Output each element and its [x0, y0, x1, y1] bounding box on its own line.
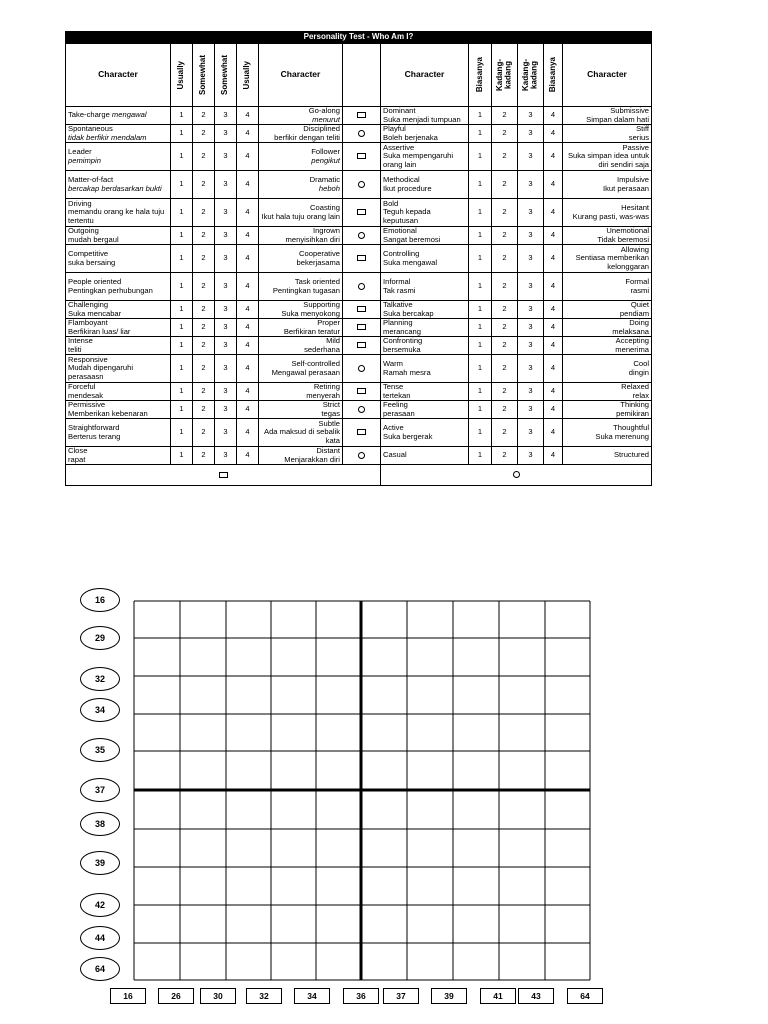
- rating-value: 3: [528, 253, 533, 263]
- rating-value: 1: [179, 230, 184, 240]
- right-left-term: Assertive: [383, 143, 415, 153]
- rating-value: 2: [201, 151, 206, 161]
- right-term: Formal: [625, 277, 650, 287]
- mid-term-translation: sederhana: [304, 344, 340, 354]
- left-term-translation: mendesak: [68, 390, 104, 400]
- rating-value: 1: [179, 363, 184, 373]
- right-left-term: Emotional: [383, 226, 417, 236]
- mid-term: Supporting: [303, 300, 340, 310]
- rating-value: 3: [223, 340, 228, 350]
- right-left-term-translation: Ramah mesra: [383, 367, 431, 377]
- right-term: Cool: [633, 359, 650, 369]
- rating-value: 4: [245, 386, 250, 396]
- rating-value: 1: [179, 128, 184, 138]
- right-left-term-translation: merancang: [383, 326, 421, 336]
- rating-value: 4: [550, 450, 556, 460]
- right-term-translation: dingin: [628, 367, 650, 377]
- right-term: Impulsive: [616, 175, 650, 185]
- header-biasanya-1: Biasanya: [474, 57, 484, 93]
- left-term-translation: pemimpin: [68, 155, 101, 165]
- header-somewhat-1: Somewhat: [198, 54, 208, 95]
- right-term: Stiff: [636, 124, 650, 134]
- rating-value: 4: [245, 404, 250, 414]
- right-term-translation: Suka simpan idea untuk diri sendiri saja: [567, 151, 650, 169]
- header-kadang-2: Kadang- kadang: [521, 59, 539, 91]
- rating-value: 4: [550, 128, 556, 138]
- mid-term: Cooperative: [299, 249, 340, 259]
- rating-value: 4: [550, 110, 556, 120]
- left-term-translation: Pentingkan perhubungan: [68, 285, 153, 295]
- mid-term-translation: Suka menyokong: [281, 308, 340, 318]
- rating-value: 2: [201, 281, 206, 291]
- rating-value: 4: [245, 128, 250, 138]
- right-term-translation: menerima: [615, 344, 650, 354]
- left-term: Intense: [68, 336, 93, 346]
- right-term: Allowing: [620, 245, 650, 255]
- left-term: Challenging: [68, 300, 109, 310]
- rating-value: 1: [477, 110, 483, 120]
- right-left-term-translation: Suka mengawal: [383, 257, 438, 267]
- right-left-term-translation: Sangat beremosi: [383, 234, 441, 244]
- mid-term-translation: bekerjasama: [296, 257, 340, 267]
- rating-value: 2: [502, 207, 507, 217]
- mid-term-translation: Pentingkan tugasan: [272, 285, 340, 295]
- left-term-translation: Suka mencabar: [68, 308, 122, 318]
- right-left-term: Casual: [383, 450, 407, 460]
- rating-value: 2: [502, 404, 507, 414]
- rating-value: 4: [245, 230, 250, 240]
- mid-term-translation: menyisihkan diri: [285, 234, 340, 244]
- rating-value: 3: [223, 450, 228, 460]
- rating-value: 4: [550, 207, 556, 217]
- rating-value: 4: [245, 450, 250, 460]
- left-term-translation: Berterus terang: [68, 431, 121, 441]
- x-axis-label: 37: [383, 988, 419, 1004]
- rating-value: 1: [179, 404, 184, 414]
- rating-value: 4: [550, 322, 556, 332]
- rating-value: 3: [528, 151, 533, 161]
- rating-value: 4: [245, 253, 250, 263]
- header-usually-1: Usually: [176, 60, 186, 90]
- left-term-translation: rapat: [68, 454, 86, 464]
- y-axis-label: 42: [80, 893, 120, 917]
- left-term: Matter-of-fact: [68, 175, 114, 185]
- rating-value: 3: [528, 110, 533, 120]
- rating-value: 4: [550, 151, 556, 161]
- mid-term: Distant: [316, 446, 340, 456]
- x-axis-label: 64: [567, 988, 603, 1004]
- left-term-translation: memandu orang ke hala tuju tertentu: [68, 207, 165, 225]
- rating-value: 2: [502, 386, 507, 396]
- header-somewhat-2: Somewhat: [220, 54, 230, 95]
- left-term: Responsive: [68, 355, 108, 365]
- rating-value: 2: [201, 230, 206, 240]
- right-left-term: Talkative: [383, 300, 413, 310]
- rating-value: 4: [245, 427, 250, 437]
- y-axis-label: 35: [80, 738, 120, 762]
- rating-value: 3: [528, 128, 533, 138]
- rating-value: 1: [477, 179, 483, 189]
- rating-value: 1: [477, 363, 483, 373]
- mid-term: Disciplined: [303, 124, 340, 134]
- left-term: Forceful: [68, 382, 96, 392]
- rating-value: 2: [502, 179, 507, 189]
- right-left-term: Bold: [383, 199, 399, 209]
- right-term: Unemotional: [606, 226, 650, 236]
- x-axis-label: 43: [518, 988, 554, 1004]
- rating-value: 3: [528, 281, 533, 291]
- right-left-term: Confronting: [383, 336, 423, 346]
- rating-value: 3: [223, 404, 228, 414]
- x-axis-label: 32: [246, 988, 282, 1004]
- mid-term: Strict: [322, 400, 340, 410]
- right-term: Relaxed: [621, 382, 650, 392]
- rating-value: 1: [179, 253, 184, 263]
- rating-value: 3: [223, 304, 228, 314]
- y-axis-label: 44: [80, 926, 120, 950]
- right-term: Thinking: [620, 400, 650, 410]
- rating-value: 2: [502, 230, 507, 240]
- rating-value: 3: [528, 207, 533, 217]
- rating-value: 1: [179, 207, 184, 217]
- rating-value: 4: [245, 322, 250, 332]
- right-left-term: Playful: [383, 124, 406, 134]
- rating-value: 4: [245, 110, 250, 120]
- header-kadang-1: Kadang- kadang: [495, 59, 513, 91]
- rating-value: 4: [245, 207, 250, 217]
- x-axis-label: 41: [480, 988, 516, 1004]
- x-axis-label: 36: [343, 988, 379, 1004]
- rating-value: 2: [502, 322, 507, 332]
- rating-value: 1: [477, 253, 483, 263]
- rating-value: 1: [477, 151, 483, 161]
- mid-term: Retiring: [313, 382, 340, 392]
- y-axis-label: 16: [80, 588, 120, 612]
- rating-value: 3: [528, 230, 533, 240]
- rating-value: 2: [201, 363, 206, 373]
- rating-value: 4: [550, 304, 556, 314]
- rating-value: 3: [223, 179, 228, 189]
- header-usually-2: Usually: [242, 60, 252, 90]
- right-left-term-translation: Suka bergerak: [383, 431, 433, 441]
- rating-value: 3: [223, 281, 228, 291]
- rating-value: 1: [179, 322, 184, 332]
- x-axis-label: 39: [431, 988, 467, 1004]
- rating-value: 4: [550, 179, 556, 189]
- rating-value: 1: [477, 230, 483, 240]
- mid-term: Dramatic: [309, 175, 340, 185]
- rating-value: 3: [528, 340, 533, 350]
- rating-value: 2: [502, 340, 507, 350]
- rating-value: 1: [179, 281, 184, 291]
- x-axis-label: 34: [294, 988, 330, 1004]
- right-term-translation: Simpan dalam hati: [586, 114, 650, 124]
- right-left-term: Controlling: [383, 249, 420, 259]
- rating-value: 4: [245, 363, 250, 373]
- rating-value: 2: [502, 427, 507, 437]
- rating-value: 1: [179, 427, 184, 437]
- right-left-term: Feeling: [383, 400, 408, 410]
- rating-value: 1: [477, 281, 483, 291]
- right-left-term: Tense: [383, 382, 404, 392]
- rating-value: 2: [201, 450, 206, 460]
- rating-value: 4: [550, 230, 556, 240]
- right-left-term: Methodical: [383, 175, 420, 185]
- rating-value: 4: [550, 386, 556, 396]
- header-character-left: Character: [66, 44, 171, 107]
- rating-value: 2: [502, 281, 507, 291]
- rating-value: 2: [502, 304, 507, 314]
- rating-value: 2: [502, 151, 507, 161]
- rating-value: 2: [201, 128, 206, 138]
- left-term: Straightforward: [68, 423, 120, 433]
- rating-value: 2: [201, 386, 206, 396]
- table-title: Personality Test - Who Am I?: [66, 32, 652, 44]
- mid-term: Go-along: [308, 106, 340, 116]
- y-axis-label: 64: [80, 957, 120, 981]
- right-term-translation: Tidak beremosi: [597, 234, 650, 244]
- rating-value: 1: [179, 110, 184, 120]
- mid-term: Follower: [311, 147, 340, 157]
- right-left-term-translation: Tak rasmi: [383, 285, 416, 295]
- rating-value: 4: [550, 427, 556, 437]
- left-term: Flamboyant: [68, 318, 108, 328]
- rating-value: 3: [223, 322, 228, 332]
- rating-value: 2: [201, 304, 206, 314]
- right-term: Structured: [613, 450, 650, 460]
- mid-term-translation: Ada maksud di sebalik kata: [264, 427, 340, 445]
- mid-term-translation: Ikut hala tuju orang lain: [261, 211, 340, 221]
- right-term: Doing: [629, 318, 650, 328]
- right-term: Hesitant: [621, 203, 650, 213]
- rating-value: 2: [201, 322, 206, 332]
- rating-value: 2: [201, 404, 206, 414]
- mid-term: Task oriented: [294, 277, 340, 287]
- rating-value: 1: [477, 427, 483, 437]
- rating-value: 3: [528, 322, 533, 332]
- right-term-translation: relax: [632, 390, 650, 400]
- rating-value: 1: [477, 207, 483, 217]
- left-term-translation: suka bersaing: [68, 257, 116, 267]
- rating-value: 4: [245, 304, 250, 314]
- mid-term: Mild: [326, 336, 340, 346]
- rating-value: 1: [179, 151, 184, 161]
- mid-term: Self-controlled: [291, 359, 340, 369]
- rating-value: 1: [477, 322, 483, 332]
- rating-value: 2: [201, 179, 206, 189]
- rating-value: 1: [179, 450, 184, 460]
- rating-value: 4: [550, 281, 556, 291]
- y-axis-label: 34: [80, 698, 120, 722]
- x-axis-label: 16: [110, 988, 146, 1004]
- right-left-term: Active: [383, 423, 404, 433]
- right-term-translation: Sentiasa memberikan kelonggaran: [575, 253, 650, 271]
- rating-value: 3: [223, 207, 228, 217]
- rating-value: 4: [245, 340, 250, 350]
- rating-value: 4: [550, 340, 556, 350]
- rating-value: 4: [245, 281, 250, 291]
- left-term-translation: Mudah dipengaruhi perasaasn: [68, 363, 134, 381]
- left-term-translation: mudah bergaul: [68, 234, 119, 244]
- left-term: Leader: [68, 147, 92, 157]
- mid-term-translation: pengikut: [311, 155, 340, 165]
- right-term-translation: Kurang pasti, was-was: [572, 211, 650, 221]
- right-left-term-translation: tertekan: [383, 390, 411, 400]
- right-left-term-translation: Suka menjadi tumpuan: [383, 114, 461, 124]
- header-character-mid: Character: [259, 44, 343, 107]
- rating-value: 1: [477, 340, 483, 350]
- right-term: Accepting: [615, 336, 650, 346]
- y-axis-label: 29: [80, 626, 120, 650]
- rating-value: 2: [201, 427, 206, 437]
- rating-value: 2: [201, 253, 206, 263]
- left-term: Competitive: [68, 249, 109, 259]
- right-term: Quiet: [630, 300, 650, 310]
- rating-value: 3: [223, 110, 228, 120]
- left-term-translation: bercakap berdasarkan bukti: [68, 183, 162, 193]
- rating-value: 4: [245, 151, 250, 161]
- left-term-translation: Berfikiran luas/ liar: [68, 326, 131, 336]
- right-term-translation: pemikiran: [616, 408, 650, 418]
- y-axis-label: 32: [80, 667, 120, 691]
- mid-term: Coasting: [310, 203, 340, 213]
- rating-value: 2: [201, 110, 206, 120]
- left-term: Driving: [68, 199, 92, 209]
- right-term-translation: pendiam: [619, 308, 650, 318]
- rating-value: 2: [502, 110, 507, 120]
- left-term: Outgoing: [68, 226, 99, 236]
- y-axis-label: 38: [80, 812, 120, 836]
- y-axis-label: 37: [80, 778, 120, 802]
- left-term: People oriented: [68, 277, 122, 287]
- right-left-term-translation: Suka bercakap: [383, 308, 434, 318]
- header-biasanya-2: Biasanya: [547, 57, 557, 93]
- right-term-translation: melaksana: [612, 326, 650, 336]
- rating-value: 1: [477, 450, 483, 460]
- rating-value: 4: [550, 253, 556, 263]
- mid-term-translation: menyerah: [306, 390, 340, 400]
- mid-term: Ingrown: [312, 226, 340, 236]
- rating-value: 4: [550, 363, 556, 373]
- left-term-translation: tidak berfikir mendalam: [68, 132, 147, 142]
- rating-value: 3: [528, 304, 533, 314]
- left-term-translation: teliti: [68, 344, 82, 354]
- rating-value: 1: [477, 404, 483, 414]
- mid-term-translation: Mengawal perasaan: [271, 367, 340, 377]
- right-left-term-translation: Suka mempengaruhi orang lain: [383, 151, 454, 169]
- right-left-term: Warm: [383, 359, 403, 369]
- rating-value: 3: [528, 404, 533, 414]
- rating-value: 2: [502, 253, 507, 263]
- rating-value: 2: [502, 128, 507, 138]
- right-left-term-translation: Ikut procedure: [383, 183, 432, 193]
- right-term-translation: serius: [628, 132, 650, 142]
- right-left-term-translation: bersemuka: [383, 344, 421, 354]
- mid-term-translation: berfikir dengan teliti: [274, 132, 340, 142]
- rating-value: 4: [245, 179, 250, 189]
- rating-value: 3: [223, 230, 228, 240]
- right-left-term-translation: Teguh kepada keputusan: [383, 207, 431, 225]
- right-left-term: Planning: [383, 318, 413, 328]
- left-term-translation: Memberikan kebenaran: [68, 408, 148, 418]
- rating-value: 1: [477, 386, 483, 396]
- x-axis-label: 26: [158, 988, 194, 1004]
- y-axis-label: 39: [80, 851, 120, 875]
- rating-value: 1: [179, 179, 184, 189]
- left-term: Spontaneous: [68, 124, 113, 134]
- rating-value: 1: [477, 128, 483, 138]
- mid-term: Subtle: [318, 419, 340, 429]
- mid-term-translation: tegas: [321, 408, 340, 418]
- rating-value: 2: [201, 207, 206, 217]
- right-term: Submissive: [610, 106, 650, 116]
- left-term: Take-charge: [68, 110, 110, 120]
- mid-term-translation: heboh: [318, 183, 340, 193]
- left-term: Close: [68, 446, 88, 456]
- rating-value: 1: [179, 304, 184, 314]
- right-term-translation: rasmi: [630, 285, 650, 295]
- rating-value: 3: [223, 151, 228, 161]
- right-term: Passive: [622, 143, 650, 153]
- rating-value: 2: [502, 450, 507, 460]
- rating-value: 3: [528, 450, 533, 460]
- rating-value: 3: [223, 427, 228, 437]
- rating-value: 4: [550, 404, 556, 414]
- rating-value: 2: [201, 340, 206, 350]
- x-axis-label: 30: [200, 988, 236, 1004]
- right-left-term-translation: Boleh berjenaka: [383, 132, 438, 142]
- mid-term-translation: Menjarakkan diri: [284, 454, 340, 464]
- right-term-translation: Suka merenung: [595, 431, 650, 441]
- header-character-right: Character: [563, 44, 652, 107]
- mid-term-translation: Berfikiran teratur: [283, 326, 340, 336]
- header-character-right-left: Character: [381, 44, 469, 107]
- right-left-term: Dominant: [383, 106, 416, 116]
- rating-value: 3: [223, 386, 228, 396]
- left-term: Permissive: [68, 400, 106, 410]
- rating-value: 3: [223, 363, 228, 373]
- right-left-term-translation: perasaan: [383, 408, 415, 418]
- left-term-translation: mengawal: [111, 110, 147, 120]
- right-term-translation: Ikut perasaan: [603, 183, 650, 193]
- mid-term: Proper: [317, 318, 340, 328]
- rating-value: 2: [502, 363, 507, 373]
- rating-value: 3: [223, 128, 228, 138]
- right-term: Thoughtful: [613, 423, 650, 433]
- rating-value: 1: [179, 386, 184, 396]
- rating-value: 1: [477, 304, 483, 314]
- mid-term-translation: menurut: [312, 114, 340, 124]
- rating-value: 3: [528, 363, 533, 373]
- rating-value: 3: [528, 386, 533, 396]
- right-left-term: Informal: [383, 277, 411, 287]
- rating-value: 1: [179, 340, 184, 350]
- rating-value: 3: [528, 179, 533, 189]
- rating-value: 3: [223, 253, 228, 263]
- rating-value: 3: [528, 427, 533, 437]
